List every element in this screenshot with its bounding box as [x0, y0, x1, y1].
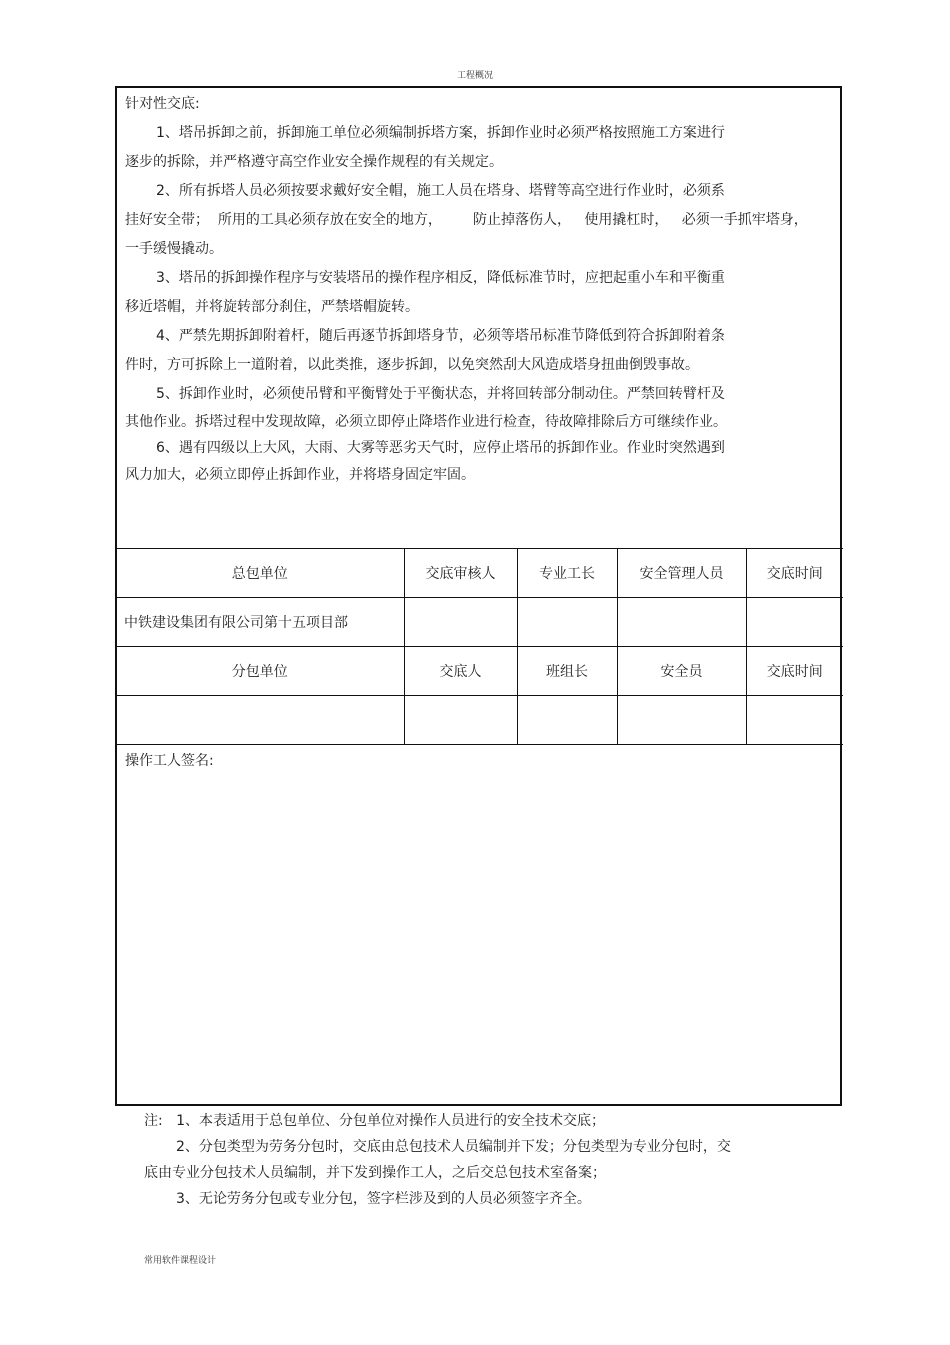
briefing-line: 5、拆卸作业时，必须使吊臂和平衡臂处于平衡状态，并将回转部分制动住。严禁回转臂杆及: [156, 386, 725, 402]
subcontractor-label: 分包单位: [116, 647, 404, 696]
briefing-line: 4、严禁先期拆卸附着杆，随后再逐节拆卸塔身节，必须等塔吊标准节降低到符合拆卸附着条: [156, 328, 725, 344]
signature-table: [116, 548, 843, 745]
briefing-line: 1、塔吊拆卸之前，拆卸施工单位必须编制拆塔方案，拆卸作业时必须严格按照施工方案进行: [156, 125, 725, 141]
briefing-label: 针对性交底:: [125, 96, 200, 112]
header-safety-manager: 安全管理人员: [617, 549, 746, 598]
briefing-line: 2、所有拆塔人员必须按要求戴好安全帽，施工人员在塔身、塔臂等高空进行作业时，必须系: [156, 183, 725, 199]
general-contractor-name: 中铁建设集团有限公司第十五项目部: [116, 598, 404, 647]
briefing-form: [115, 86, 842, 1106]
briefing-line: 6、遇有四级以上大风，大雨、大雾等恶劣天气时，应停止塔吊的拆卸作业。作业时突然遇到: [156, 440, 725, 456]
header-safety-officer: 安全员: [617, 647, 746, 696]
sub-value-row: [116, 696, 843, 745]
note-line: 底由专业分包技术人员编制，并下发到操作工人，之后交总包技术室备案；: [144, 1165, 606, 1181]
note-line: 注: 1、本表适用于总包单位、分包单位对操作人员进行的安全技术交底；: [144, 1113, 605, 1129]
general-contractor-label: 总包单位: [116, 549, 404, 598]
briefing-line: 挂好安全带； 所用的工具必须存放在安全的地方， 防止掉落伤人， 使用撬杠时， 必须一手抓牢塔身，: [125, 212, 808, 228]
page-header: 工程概况: [456, 71, 493, 81]
header-briefer: 交底人: [404, 647, 517, 696]
general-header-row: [116, 549, 843, 598]
foreman-signature-cell[interactable]: [517, 598, 617, 647]
header-sub-briefing-time: 交底时间: [746, 647, 843, 696]
briefing-line: 3、塔吊的拆卸操作程序与安装塔吊的操作程序相反，降低标准节时，应把起重小车和平衡重: [156, 270, 725, 286]
team-leader-signature-cell[interactable]: [517, 696, 617, 745]
briefing-line: 件时，方可拆除上一道附着，以此类推，逐步拆卸，以免突然刮大风造成塔身扭曲倒毁事故。: [125, 357, 699, 373]
note-line: 3、无论劳务分包或专业分包，签字栏涉及到的人员必须签字齐全。: [176, 1191, 591, 1207]
header-reviewer: 交底审核人: [404, 549, 517, 598]
header-foreman: 专业工长: [517, 549, 617, 598]
briefing-line: 移近塔帽，并将旋转部分刹住，严禁塔帽旋转。: [125, 299, 419, 315]
safety-manager-signature-cell[interactable]: [617, 598, 746, 647]
note-line: 2、分包类型为劳务分包时，交底由总包技术人员编制并下发；分包类型为专业分包时，交: [176, 1139, 731, 1155]
briefing-line: 逐步的拆除，并严格遵守高空作业安全操作规程的有关规定。: [125, 154, 503, 170]
sub-briefing-time-cell[interactable]: [746, 696, 843, 745]
briefing-line: 一手缓慢撬动。: [125, 241, 223, 257]
general-value-row: [116, 598, 843, 647]
briefer-signature-cell[interactable]: [404, 696, 517, 745]
reviewer-signature-cell[interactable]: [404, 598, 517, 647]
worker-signature-label: 操作工人签名:: [125, 753, 214, 769]
briefing-content: [125, 90, 830, 490]
subcontractor-name-cell[interactable]: [116, 696, 404, 745]
safety-officer-signature-cell[interactable]: [617, 696, 746, 745]
page-footer: 常用软件课程设计: [144, 1256, 217, 1266]
briefing-line: 风力加大，必须立即停止拆卸作业，并将塔身固定牢固。: [125, 467, 475, 483]
header-team-leader: 班组长: [517, 647, 617, 696]
briefing-line: 其他作业。拆塔过程中发现故障，必须立即停止降塔作业进行检查，待故障排除后方可继续作业。: [125, 414, 727, 430]
notes: [144, 1108, 731, 1212]
header-briefing-time: 交底时间: [746, 549, 843, 598]
briefing-time-cell[interactable]: [746, 598, 843, 647]
sub-header-row: [116, 647, 843, 696]
